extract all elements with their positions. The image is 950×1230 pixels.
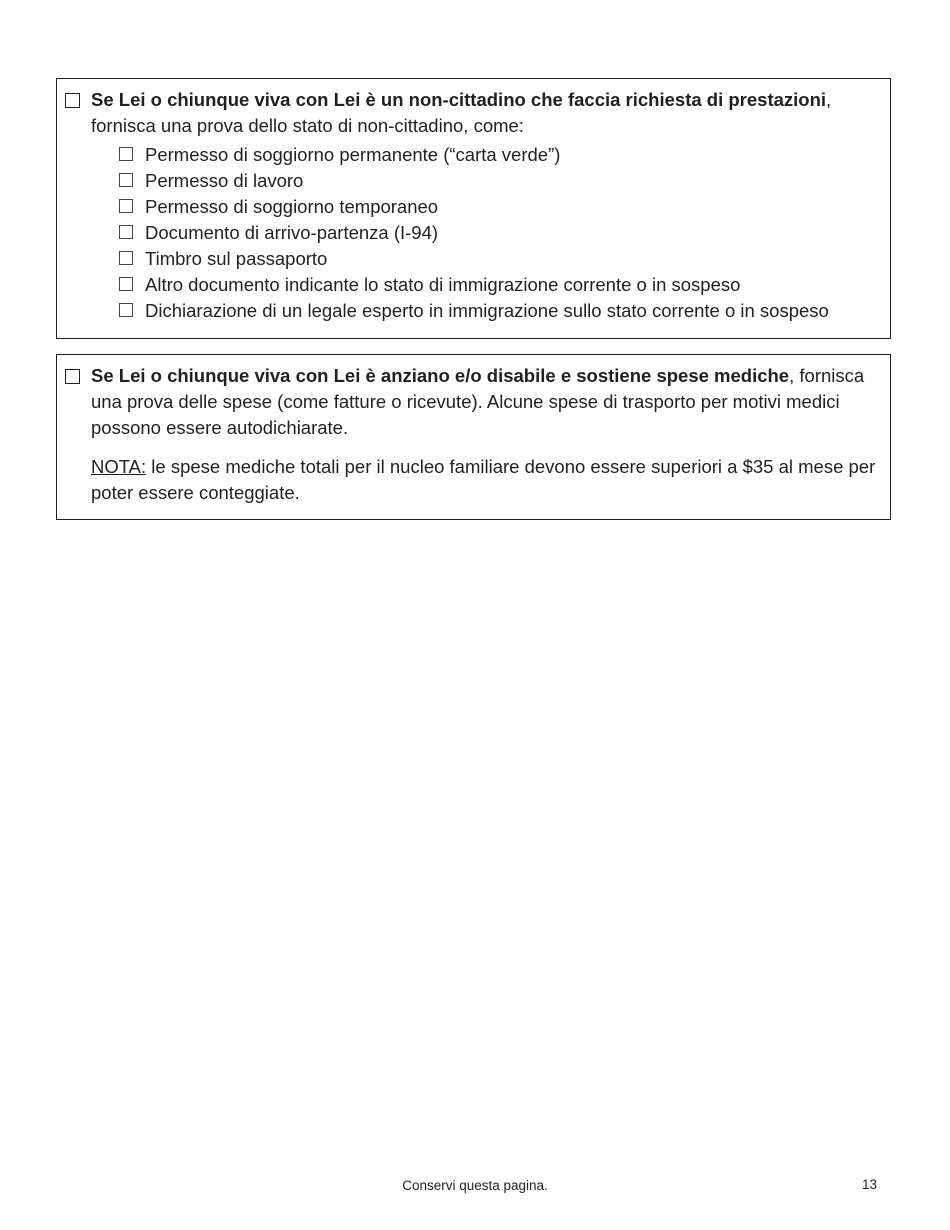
non-citizen-heading: Se Lei o chiunque viva con Lei è un non-cittadino che faccia richiesta di prestazioni: [91, 89, 827, 110]
item-checkbox[interactable]: [119, 225, 133, 239]
non-citizen-heading-punct: ,: [826, 89, 832, 110]
item-label: Altro documento indicante lo stato di immigrazione corrente o in sospeso: [145, 274, 741, 295]
item-checkbox[interactable]: [119, 199, 133, 213]
list-item: [119, 272, 829, 298]
list-item: [119, 194, 829, 220]
medical-expenses-note: [91, 454, 880, 506]
footer-text: Conservi questa pagina.: [402, 1178, 548, 1193]
item-checkbox[interactable]: [119, 147, 133, 161]
item-label: Dichiarazione di un legale esperto in immigrazione sullo stato corrente o in sospeso: [145, 300, 829, 321]
item-checkbox[interactable]: [119, 173, 133, 187]
non-citizen-section: [56, 78, 891, 339]
note-label: NOTA:: [91, 456, 147, 477]
list-item: [119, 298, 829, 324]
medical-expenses-checkbox[interactable]: [65, 369, 80, 384]
non-citizen-checkbox[interactable]: [65, 93, 80, 108]
list-item: [119, 142, 829, 168]
item-label: Permesso di lavoro: [145, 170, 304, 191]
item-label: Timbro sul passaporto: [145, 248, 328, 269]
list-item: [119, 220, 829, 246]
proof-document-list: [119, 142, 829, 324]
non-citizen-instructions: [91, 87, 880, 139]
item-checkbox[interactable]: [119, 303, 133, 317]
medical-expenses-section: [56, 354, 891, 520]
medical-expenses-instructions: [91, 363, 880, 441]
item-label: Permesso di soggiorno temporaneo: [145, 196, 439, 217]
list-item: [119, 168, 829, 194]
item-label: Permesso di soggiorno permanente (“carta verde”): [145, 144, 561, 165]
medical-expenses-text: , fornisca una prova delle spese (come fatture o ricevute). Alcune spese di trasporto per motivi medici possono essere autodichiarate.: [91, 365, 865, 438]
item-label: Documento di arrivo-partenza (I-94): [145, 222, 439, 243]
medical-expenses-heading: Se Lei o chiunque viva con Lei è anziano e/o disabile e sostiene spese mediche: [91, 365, 790, 386]
note-text: le spese mediche totali per il nucleo familiare devono essere superiori a $35 al mese per poter essere conteggiate.: [91, 456, 876, 503]
list-item: [119, 246, 829, 272]
item-checkbox[interactable]: [119, 277, 133, 291]
item-checkbox[interactable]: [119, 251, 133, 265]
non-citizen-subtext: fornisca una prova dello stato di non-cittadino, come:: [91, 115, 524, 136]
page-number: 13: [862, 1177, 878, 1192]
